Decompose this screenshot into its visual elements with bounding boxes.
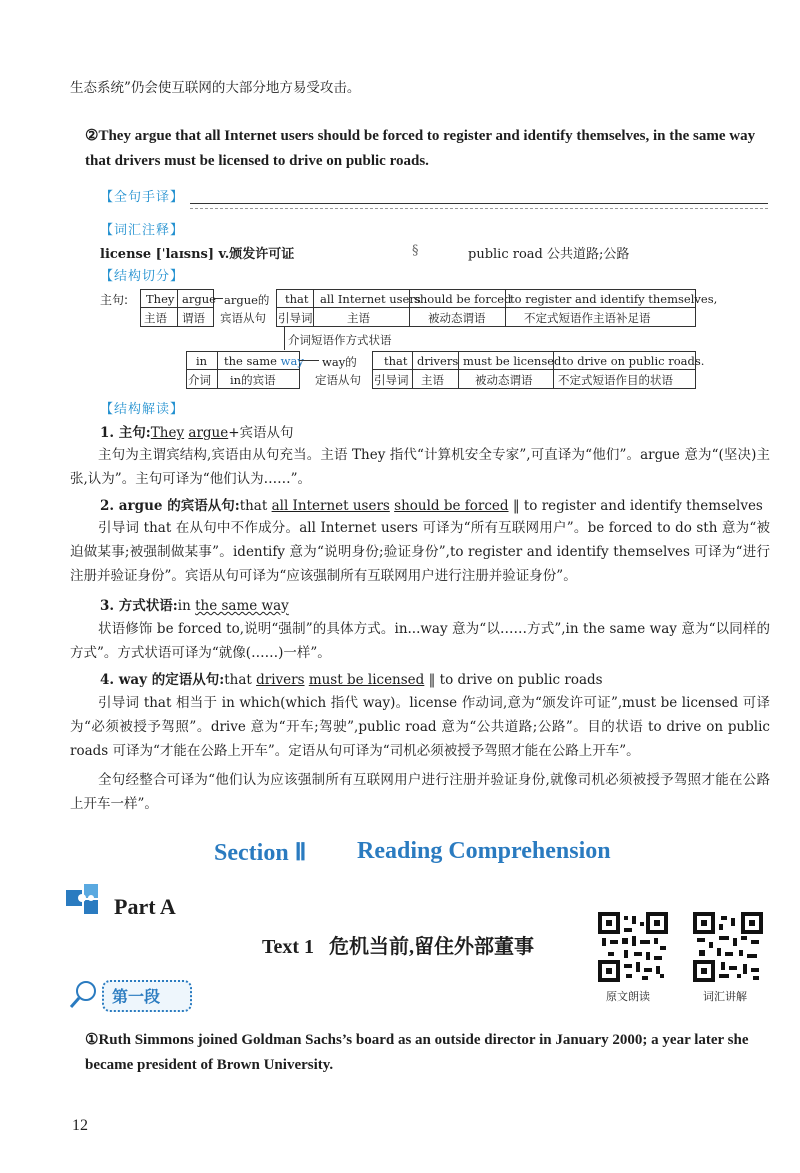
role-they: 主语 [144, 311, 167, 325]
role-register: 不定式短语作主语补足语 [524, 311, 651, 325]
intro-line: 生态系统”仍会使互联网的大部分地方易受攻击。 [70, 80, 361, 96]
heading-1-they: They [150, 425, 185, 441]
heading-1 [100, 421, 294, 441]
text-title: Text 1 危机当前,留住外部董事 [262, 936, 535, 958]
role-users: 主语 [347, 311, 370, 325]
role-argue: 谓语 [182, 311, 205, 325]
qr-caption-reading: 原文朗读 [606, 990, 650, 1003]
heading-3 [100, 594, 289, 614]
word-forced: should be forced [414, 292, 512, 306]
translation-dash [190, 208, 768, 209]
word-they: They [146, 292, 175, 306]
heading-2-forced: should be forced [394, 498, 509, 514]
paragraph-2: 引导词 that 在从句中不作成分。all Internet users 可译为“所有互联网用户”。be forced to do sth 意为“被迫做某事;被强制做某事”。identify 意为“说明身份;验证身份”,to register and identify themselves 可译为“进行注册并验证身份”。宾语从句可译为“应该强制所有互联网用户进行注册并验证身份”。 [70, 520, 770, 584]
label-structure-explain: 【结构解读】 [100, 402, 185, 417]
puzzle-icon [64, 880, 106, 924]
part-title: Part A [114, 894, 176, 919]
section-title-right: Reading Comprehension [357, 838, 611, 864]
word-drivers: drivers [417, 354, 459, 368]
sentence-1: ①Ruth Simmons joined Goldman Sachs’s board as an outside director in January 2000; a year later she became president of Brown University. [85, 1032, 749, 1073]
page-number: 12 [72, 1117, 88, 1134]
qr-caption-vocab: 词汇讲解 [703, 990, 747, 1003]
word-the-same: the same [224, 354, 281, 368]
heading-4-rest: ‖ to drive on public roads [424, 672, 603, 688]
role-forced: 被动态谓语 [428, 311, 486, 325]
word-register: to register and identify themselves, [510, 292, 718, 306]
role-in: 介词 [188, 373, 211, 387]
heading-2-users: all Internet users [271, 498, 390, 514]
vocab-license-text: license [ˈlaɪsns] v.颁发许可证 [100, 247, 295, 262]
word-that-1: that [285, 292, 309, 306]
role-same-way: in的宾语 [230, 373, 276, 387]
word-way-de: way的 [322, 355, 357, 369]
paragraph-tag: 第一段 [112, 987, 161, 1006]
word-argue-de: argue的 [224, 293, 270, 307]
role-argue-de: 宾语从句 [220, 311, 266, 325]
qr-code-reading[interactable] [598, 912, 668, 986]
sentence-2: ②They argue that all Internet users should be forced to register and identify themselves, in the same way that drivers must be licensed to drive on public roads. [85, 128, 756, 169]
role-licensed: 被动态谓语 [475, 373, 533, 387]
heading-2-rest: ‖ to register and identify themselves [508, 498, 763, 514]
word-drive: to drive on public roads. [562, 354, 705, 368]
word-way-highlight: way [280, 354, 304, 368]
heading-3-same-way: the same way [195, 598, 289, 614]
section-title-left: Section Ⅱ [214, 840, 307, 866]
paragraph-4: 引导词 that 相当于 in which(which 指代 way)。license 作动词,意为“颁发许可证”,must be licensed 可译为“必须被授予驾照”。drive 意为“开车;驾驶”,public road 意为“公共道路;公路”。目的状语 to drive on public roads 可译为“才能在公路上开车”。定语从句可译为“司机必须被授予驾照才能在公路上开车”。 [70, 695, 770, 759]
qr-code-vocab[interactable] [693, 912, 763, 986]
word-licensed: must be licensed [463, 354, 562, 368]
paragraph-1: 主句为主谓宾结构,宾语由从句充当。主语 They 指代“计算机安全专家”,可直译为“他们”。argue 意为“(坚决)主张,认为”。主句可译为“他们认为……”。 [70, 447, 770, 487]
diagram-main-label: 主句: [100, 293, 129, 307]
word-same-way [224, 354, 304, 368]
label-structure-cut: 【结构切分】 [100, 269, 185, 284]
label-vocab: 【词汇注释】 [100, 223, 185, 238]
heading-1-rest: +宾语从句 [228, 425, 294, 441]
heading-4 [100, 668, 603, 688]
heading-4-drivers: drivers [256, 672, 305, 688]
heading-4-licensed: must be licensed [308, 672, 425, 688]
heading-1-num: 1. 主句: [100, 425, 151, 441]
word-users: all Internet users [320, 292, 421, 306]
word-argue: argue [182, 292, 216, 306]
role-drivers: 主语 [421, 373, 444, 387]
heading-4-num: 4. way 的定语从句: [100, 672, 225, 688]
search-icon [68, 978, 100, 1014]
role-drive: 不定式短语作目的状语 [558, 373, 673, 387]
heading-2 [100, 494, 763, 514]
vocab-license [100, 243, 294, 262]
prep-note: 介词短语作方式状语 [288, 333, 392, 347]
label-translation: 【全句手译】 [100, 190, 185, 205]
heading-4-that: that [224, 672, 257, 688]
heading-3-in: in [177, 598, 196, 614]
heading-2-that: that [239, 498, 272, 514]
heading-1-argue: argue [188, 425, 229, 441]
role-that-1: 引导词 [278, 311, 313, 325]
paragraph-3: 状语修饰 be forced to,说明“强制”的具体方式。in...way 意为“以……方式”,in the same way 意为“以同样的方式”。方式状语可译为“就像(……)一样”。 [70, 621, 770, 661]
ellipsis-mark: § [412, 243, 419, 258]
heading-3-num: 3. 方式状语: [100, 598, 178, 614]
vocab-public-road: public road 公共道路;公路 [468, 247, 630, 262]
word-that-2: that [384, 354, 408, 368]
translation-line [190, 203, 768, 204]
word-in: in [196, 354, 208, 368]
role-that-2: 引导词 [374, 373, 409, 387]
heading-2-num: 2. argue 的宾语从句: [100, 498, 240, 514]
role-way-de: 定语从句 [315, 373, 361, 387]
paragraph-summary: 全句经整合可译为“他们认为应该强制所有互联网用户进行注册并验证身份,就像司机必须被授予驾照才能在公路上开车一样”。 [70, 772, 770, 812]
